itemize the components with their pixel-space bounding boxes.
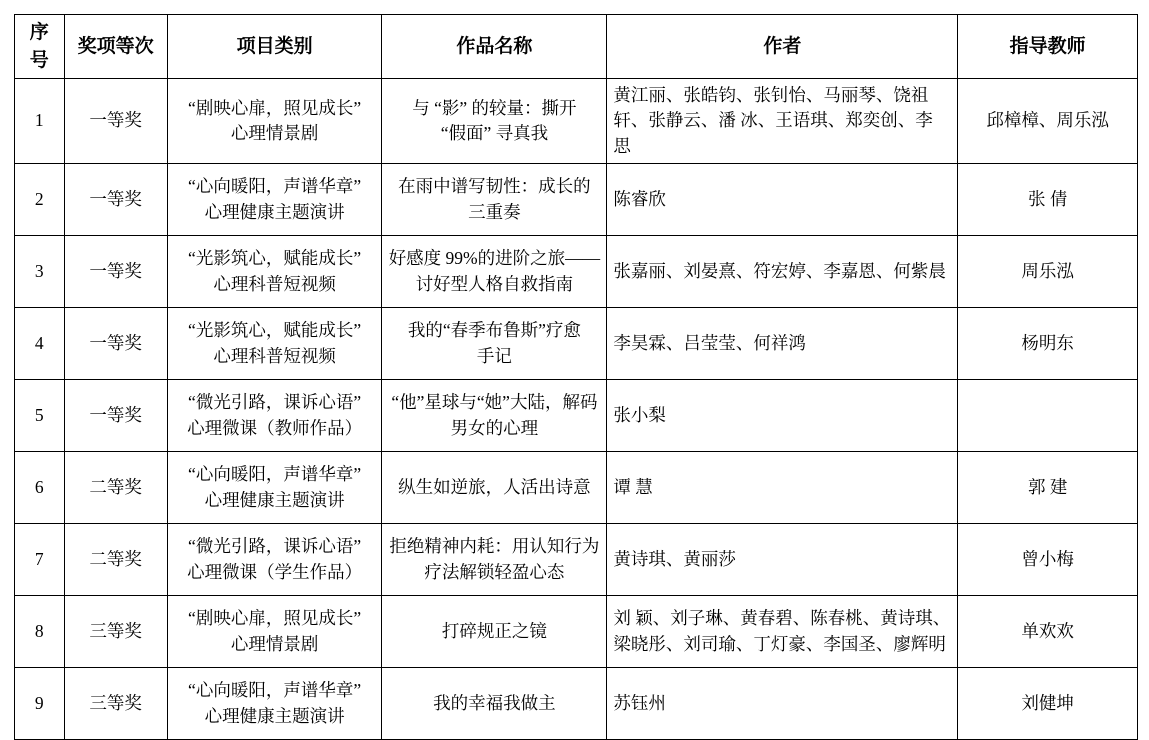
cell-award: 三等奖 (64, 668, 167, 740)
table-body (15, 79, 1138, 740)
cell-teacher: 张 倩 (958, 164, 1138, 236)
cell-seq: 3 (15, 236, 65, 308)
cell-category: “心向暖阳，声谱华章” 心理健康主题演讲 (167, 668, 382, 740)
table-row (15, 164, 1138, 236)
cell-authors: 黄江丽、张皓钧、张钊怡、马丽琴、饶祖轩、张静云、潘 冰、王语琪、郑奕创、李 思 (607, 79, 958, 164)
cell-category: “微光引路，课诉心语” 心理微课（学生作品） (167, 524, 382, 596)
table-row (15, 236, 1138, 308)
table-row (15, 524, 1138, 596)
table-row (15, 380, 1138, 452)
cell-title: 打碎规正之镜 (382, 596, 607, 668)
cell-title: 与 “影” 的较量：撕开 “假面” 寻真我 (382, 79, 607, 164)
cell-teacher: 曾小梅 (958, 524, 1138, 596)
cell-title: 我的“春季布鲁斯”疗愈 手记 (382, 308, 607, 380)
cell-title: 在雨中谱写韧性：成长的 三重奏 (382, 164, 607, 236)
table-row (15, 452, 1138, 524)
cell-seq: 6 (15, 452, 65, 524)
cell-authors: 刘 颖、刘子琳、黄春碧、陈春桃、黄诗琪、梁晓彤、刘司瑜、丁灯豪、李国圣、廖辉明 (607, 596, 958, 668)
column-header-teacher: 指导教师 (958, 15, 1138, 79)
cell-seq: 9 (15, 668, 65, 740)
cell-teacher: 单欢欢 (958, 596, 1138, 668)
cell-authors: 苏钰州 (607, 668, 958, 740)
cell-title: 纵生如逆旅，人活出诗意 (382, 452, 607, 524)
column-header-seq: 序号 (15, 15, 65, 79)
cell-seq: 5 (15, 380, 65, 452)
cell-authors: 陈睿欣 (607, 164, 958, 236)
cell-category: “心向暖阳，声谱华章” 心理健康主题演讲 (167, 164, 382, 236)
cell-title: “他”星球与“她”大陆，解码 男女的心理 (382, 380, 607, 452)
table-header-row (15, 15, 1138, 79)
cell-seq: 1 (15, 79, 65, 164)
cell-teacher: 周乐泓 (958, 236, 1138, 308)
cell-award: 二等奖 (64, 452, 167, 524)
column-header-title: 作品名称 (382, 15, 607, 79)
cell-authors: 张嘉丽、刘晏熹、符宏婷、李嘉恩、何紫晨 (607, 236, 958, 308)
cell-teacher (958, 380, 1138, 452)
cell-award: 一等奖 (64, 164, 167, 236)
cell-award: 一等奖 (64, 236, 167, 308)
cell-category: “光影筑心，赋能成长” 心理科普短视频 (167, 236, 382, 308)
cell-authors: 张小梨 (607, 380, 958, 452)
cell-award: 一等奖 (64, 380, 167, 452)
cell-teacher: 杨明东 (958, 308, 1138, 380)
table-row (15, 596, 1138, 668)
cell-seq: 8 (15, 596, 65, 668)
cell-category: “光影筑心，赋能成长” 心理科普短视频 (167, 308, 382, 380)
cell-seq: 4 (15, 308, 65, 380)
cell-category: “微光引路，课诉心语” 心理微课（教师作品） (167, 380, 382, 452)
cell-title: 好感度 99%的进阶之旅—— 讨好型人格自救指南 (382, 236, 607, 308)
cell-category: “剧映心扉，照见成长” 心理情景剧 (167, 596, 382, 668)
cell-award: 一等奖 (64, 79, 167, 164)
table-row (15, 308, 1138, 380)
cell-category: “心向暖阳，声谱华章” 心理健康主题演讲 (167, 452, 382, 524)
table-row (15, 668, 1138, 740)
cell-authors: 谭 慧 (607, 452, 958, 524)
cell-teacher: 邱樟樟、周乐泓 (958, 79, 1138, 164)
cell-title: 拒绝精神内耗：用认知行为 疗法解锁轻盈心态 (382, 524, 607, 596)
cell-seq: 7 (15, 524, 65, 596)
cell-category: “剧映心扉，照见成长” 心理情景剧 (167, 79, 382, 164)
cell-award: 一等奖 (64, 308, 167, 380)
cell-authors: 李昊霖、吕莹莹、何祥鸿 (607, 308, 958, 380)
cell-teacher: 刘健坤 (958, 668, 1138, 740)
award-results-table (14, 14, 1138, 740)
column-header-award: 奖项等次 (64, 15, 167, 79)
cell-teacher: 郭 建 (958, 452, 1138, 524)
cell-authors: 黄诗琪、黄丽莎 (607, 524, 958, 596)
cell-seq: 2 (15, 164, 65, 236)
cell-title: 我的幸福我做主 (382, 668, 607, 740)
column-header-authors: 作者 (607, 15, 958, 79)
table-header (15, 15, 1138, 79)
table-row (15, 79, 1138, 164)
cell-award: 二等奖 (64, 524, 167, 596)
column-header-category: 项目类别 (167, 15, 382, 79)
cell-award: 三等奖 (64, 596, 167, 668)
